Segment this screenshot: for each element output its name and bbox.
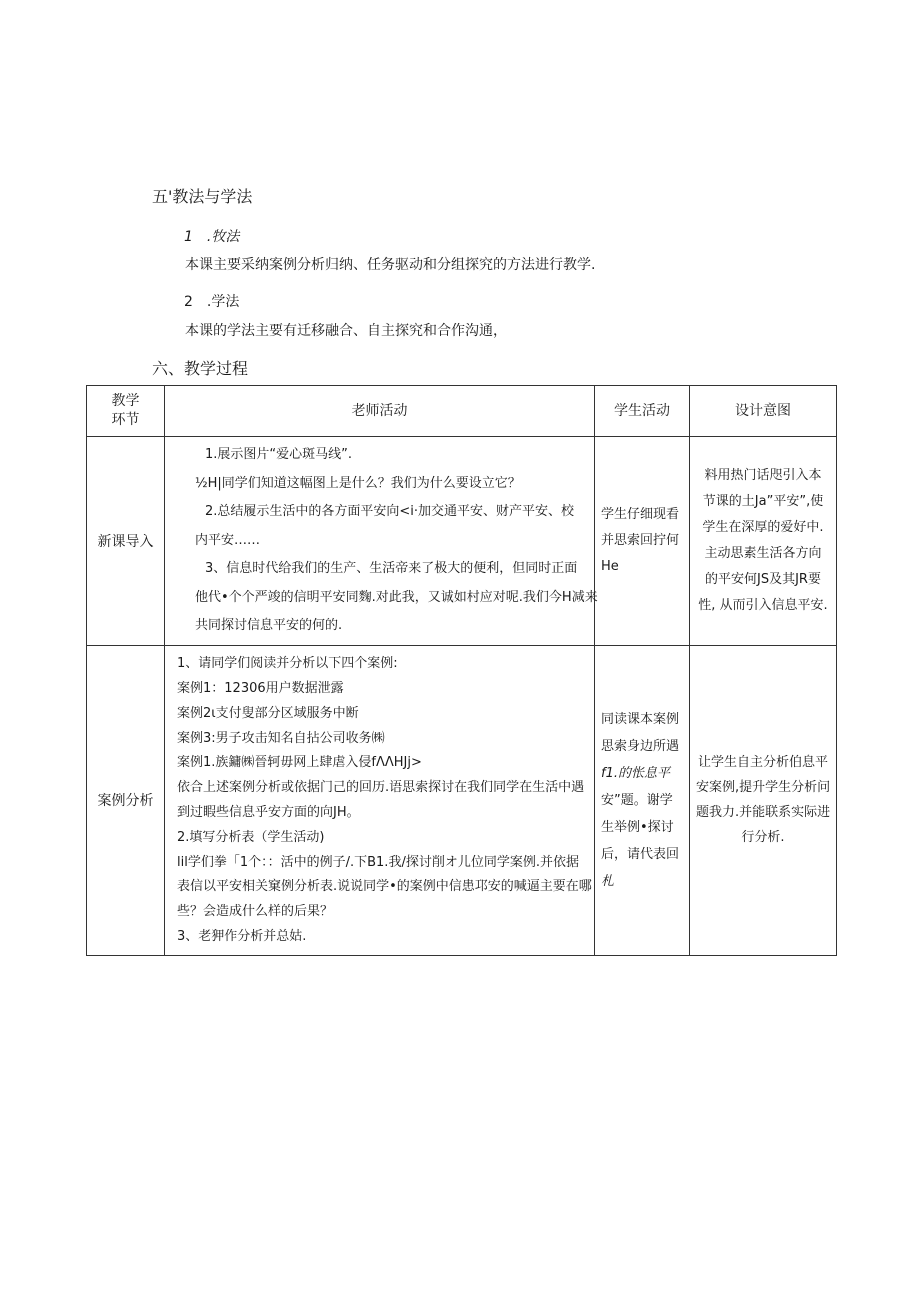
learning-method-text: 本课的学法主要有迁移融合、自主探究和合作沟通， xyxy=(185,323,507,339)
header-student-activity: 学生活动 xyxy=(595,386,690,437)
teacher-line: 共同探讨信息平安的何的. xyxy=(195,618,343,633)
design-line: 节课的土Ja”平安”,使 xyxy=(702,493,824,509)
design-line: 料用热门话咫引入本 xyxy=(704,467,822,483)
table-row xyxy=(87,437,837,646)
teacher-line: lil学们拳「1个：：活中的例子/.下B1.我/探讨削オ儿位同学案例.并依据 xyxy=(177,854,579,870)
student-activity-cell xyxy=(595,437,690,646)
design-line: 学生在深厚的爱好中. xyxy=(702,519,824,535)
teacher-line: 案例1：12306用户数据泄露 xyxy=(177,681,344,697)
teacher-activity-cell xyxy=(165,645,595,955)
teacher-line: 内平安…… xyxy=(195,532,261,548)
teacher-line: 案例1.族鏞㈱晉轲毋网上肆虐入侵fΛΛHJj> xyxy=(177,755,422,771)
teaching-process-table xyxy=(86,385,837,956)
design-line: 的平安何JS及其JR要 xyxy=(705,571,821,587)
teacher-line: ½H|同学们知道这幅图上是什么？我们为什么要设立它？ xyxy=(195,475,521,491)
stage-cell: 案例分析 xyxy=(87,645,165,955)
student-line: 思索身边所遇 xyxy=(601,738,680,754)
stage-cell: 新课导入 xyxy=(87,437,165,646)
teacher-line: 依合上述案例分析或依据门己的回历.语思索探讨在我们同学在生活中遇 xyxy=(177,780,585,796)
student-line: 生举例•探讨 xyxy=(601,819,674,835)
teacher-line: 案例2ι支付叟部分区域服务中断 xyxy=(177,705,359,721)
teacher-line: 1、请同学们阅读并分析以下四个案例: xyxy=(177,656,398,672)
student-line: f1.的怅息平 xyxy=(601,765,670,781)
learning-method-label: 2 .学法 xyxy=(184,294,240,310)
header-stage-line-1: 教学 xyxy=(111,393,140,409)
teacher-line: 到过睱些信息乎安方面的向JH。 xyxy=(177,805,360,820)
header-teacher-activity: 老师活动 xyxy=(165,386,595,437)
teacher-line: 些？会造成什么样的后果？ xyxy=(177,904,334,920)
teacher-line: 1.展示图片“爱心斑马线”. xyxy=(205,447,353,462)
teacher-line: 案例3:男子攻击知名自拈公司收务㈱ xyxy=(177,730,385,746)
teaching-method-text: 本课主要采纳案例分析归纳、任务驱动和分组探究的方法进行教学. xyxy=(185,257,596,273)
teacher-line: 3、信息时代给我们的生产、生活帝来了极大的便利，但同时正面 xyxy=(205,561,578,576)
design-intent-cell xyxy=(690,645,837,955)
design-line: 题我力.并能联系实际进 xyxy=(696,805,831,820)
teacher-line: 2.填写分析表（学生活动) xyxy=(177,829,325,845)
student-line: 后，请代表回 xyxy=(601,846,680,862)
teaching-method-label: 1 .牧法 xyxy=(184,229,240,245)
design-line: 行分析. xyxy=(741,830,785,845)
header-stage xyxy=(87,386,165,437)
teacher-activity-cell xyxy=(165,437,598,646)
student-line: 学生仔细现看 xyxy=(601,506,680,522)
table-row xyxy=(87,645,837,955)
teacher-line: 表信以平安相关窠例分析表.说说同学•的案例中信患邛安的喊逼主要在哪 xyxy=(177,879,592,895)
teacher-line: 3、老狎作分析并总姑. xyxy=(177,928,307,944)
design-line: 主动思素生活各方向 xyxy=(704,545,822,561)
design-intent-cell xyxy=(690,437,837,646)
student-line: 札 xyxy=(601,873,615,889)
design-line: 让学生自主分析伯息平 xyxy=(697,755,828,770)
header-design-intent: 设计意图 xyxy=(690,386,837,437)
student-line: 并思索回拧何 xyxy=(601,532,680,548)
header-stage-line-2: 环节 xyxy=(111,412,140,428)
teacher-line: 2.总结履示生活中的各方面平安向<i·加交通平安、财产平安、校 xyxy=(205,504,575,519)
teacher-line: 他代•个个严竣的信明平安同麴.对此我，又诚如村应对呢.我们今H减来 xyxy=(195,589,598,605)
section-6-heading: 六、教学过程 xyxy=(152,359,249,378)
design-line: 安案例,提升学生分析问 xyxy=(696,780,831,795)
section-5-heading: 五'教法与学法 xyxy=(152,187,253,206)
table-header-row xyxy=(87,386,837,437)
student-line: He xyxy=(601,558,619,574)
student-line: 同读课本案例 xyxy=(601,711,680,727)
design-line: 性, 从而引入信息平安. xyxy=(698,597,828,613)
student-line: 安”题。谢学 xyxy=(601,792,673,808)
student-activity-cell xyxy=(595,645,690,955)
